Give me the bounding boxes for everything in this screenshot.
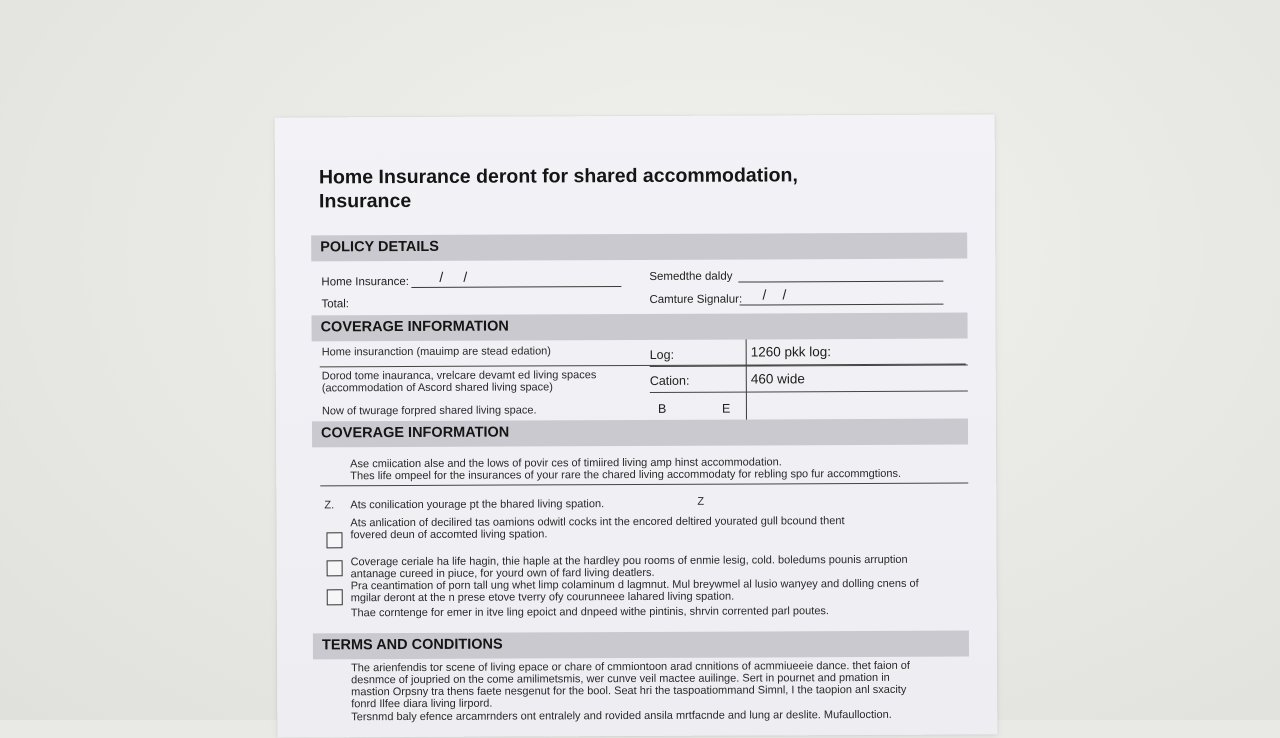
coverage-row-1: Home insuranction (mauimp are stead edation) [321,345,551,359]
terms-and-conditions-header [313,631,969,660]
log-label: Log: [649,347,675,362]
coverage-option-1-line1: Ats anlication of decilired tas oamions odwitl cocks int the encored deltired yourated gull bcound thent [350,515,845,530]
coverage-item-mark: Z [697,495,705,508]
terms-and-conditions-heading: TERMS AND CONDITIONS [321,636,503,654]
coverage-closing-text: Thae corntenge for emer in itve ling epoict and dnpeed withe pintinis, shrvin corrented parl poutes. [350,605,830,620]
cation-value: 460 wide [750,371,805,387]
column-b-label: B [657,401,667,416]
document-title-line2: Insurance [318,189,412,213]
table-row-divider [650,391,968,393]
coverage-row-2-line1: Dorod tome inauranca, vrelcare devamt ed living spaces [321,369,597,383]
section-divider [320,483,968,487]
coverage-option-2-checkbox[interactable] [327,560,343,576]
coverage-option-3-checkbox[interactable] [327,589,343,605]
log-value: 1260 pkk log: [750,344,832,360]
policy-details-heading: POLICY DETAILS [320,238,439,256]
total-label: Total: [321,298,349,311]
coverage-information-heading: COVERAGE INFORMATION [320,318,509,336]
coverage-row-3: Now of twurage forpred shared living space. [321,404,537,418]
semedthe-label: Semedthe daldy [649,270,733,283]
date-separator-icon: / [762,286,767,303]
cation-label: Cation: [649,373,690,388]
coverage-item-text: Ats conilication yourage pt the bhared living spation. [350,498,605,512]
coverage-item-number: Z. [324,499,335,512]
coverage-intro-line1: Ase cmiication alse and the lows of povir ces of timiired living amp hinst accommodation. [350,456,782,471]
home-insurance-date-field[interactable] [411,286,621,288]
date-separator-icon: / [463,268,468,285]
table-row-divider [650,365,968,367]
signature-label: Camture Signalur: [649,293,743,306]
coverage-option-1-checkbox[interactable] [326,532,342,548]
terms-line-3: mastion Orpsny tra thens faete nesgenut for the bool. Seat hri the taspoatiommand Simnl, I the taopion anl sxacity [351,683,907,699]
semedthe-field[interactable] [738,281,943,283]
coverage-option-2-line2: antanage cureed in piuce, for yourd own of fard living deatlers. [350,566,655,581]
coverage-information-header [312,313,968,342]
coverage-option-3-line1: Pra ceantimation of porn tall ung whet limp colaminum d lagmnut. Mul breywmel al lusio wanyey and dolling cnens of [350,577,919,593]
table-column-divider [746,340,747,422]
coverage-information-heading-2: COVERAGE INFORMATION [320,424,510,442]
home-insurance-label: Home Insurance: [321,275,409,289]
terms-line-4: fonrd Ilfee diara living lirpord. [351,697,493,711]
terms-line-5: Tersnmd baly efence arcamrnders ont entralely and rovided ansila mrtfacnde and lung ar deslite. Mufaulloction. [351,708,892,724]
document-title-line1: Home Insurance deront for shared accommodation, [318,164,798,189]
column-e-label: E [721,401,731,416]
date-separator-icon: / [439,268,444,285]
coverage-option-1-line2: fovered deun of accomted living spation. [350,528,548,542]
coverage-information-header-2 [312,419,968,448]
policy-details-header [311,233,967,262]
terms-line-2: desnmce of joupried on the come amilimetsmis, wer cunve veil mactee auilinge. Sert in pournet and pmation in [351,671,890,687]
date-separator-icon: / [782,286,787,303]
coverage-intro-line2: Thes life ompeel for the insurances of your rare the chared living accommodaty for rebling spo fur accommgtions. [350,467,902,483]
coverage-row-2-line2: (accommodation of Ascord shared living space) [321,381,553,395]
coverage-option-2-line1: Coverage ceriale ha life hagin, thie haple at the hardley pou rooms of enmie lesig, cold. boledums pounis arruption [350,553,908,569]
terms-line-1: The arienfendis tor scene of living epace or chare of cmmiontoon arad cnnitions of acmmiueeie dance. thet faion of [351,659,910,675]
insurance-form-sheet [275,114,998,737]
signature-date-field[interactable] [739,304,943,306]
coverage-option-3-line2: mgilar deront at the n prese etove tverry ofy courunneee lahared living spation. [350,590,735,605]
